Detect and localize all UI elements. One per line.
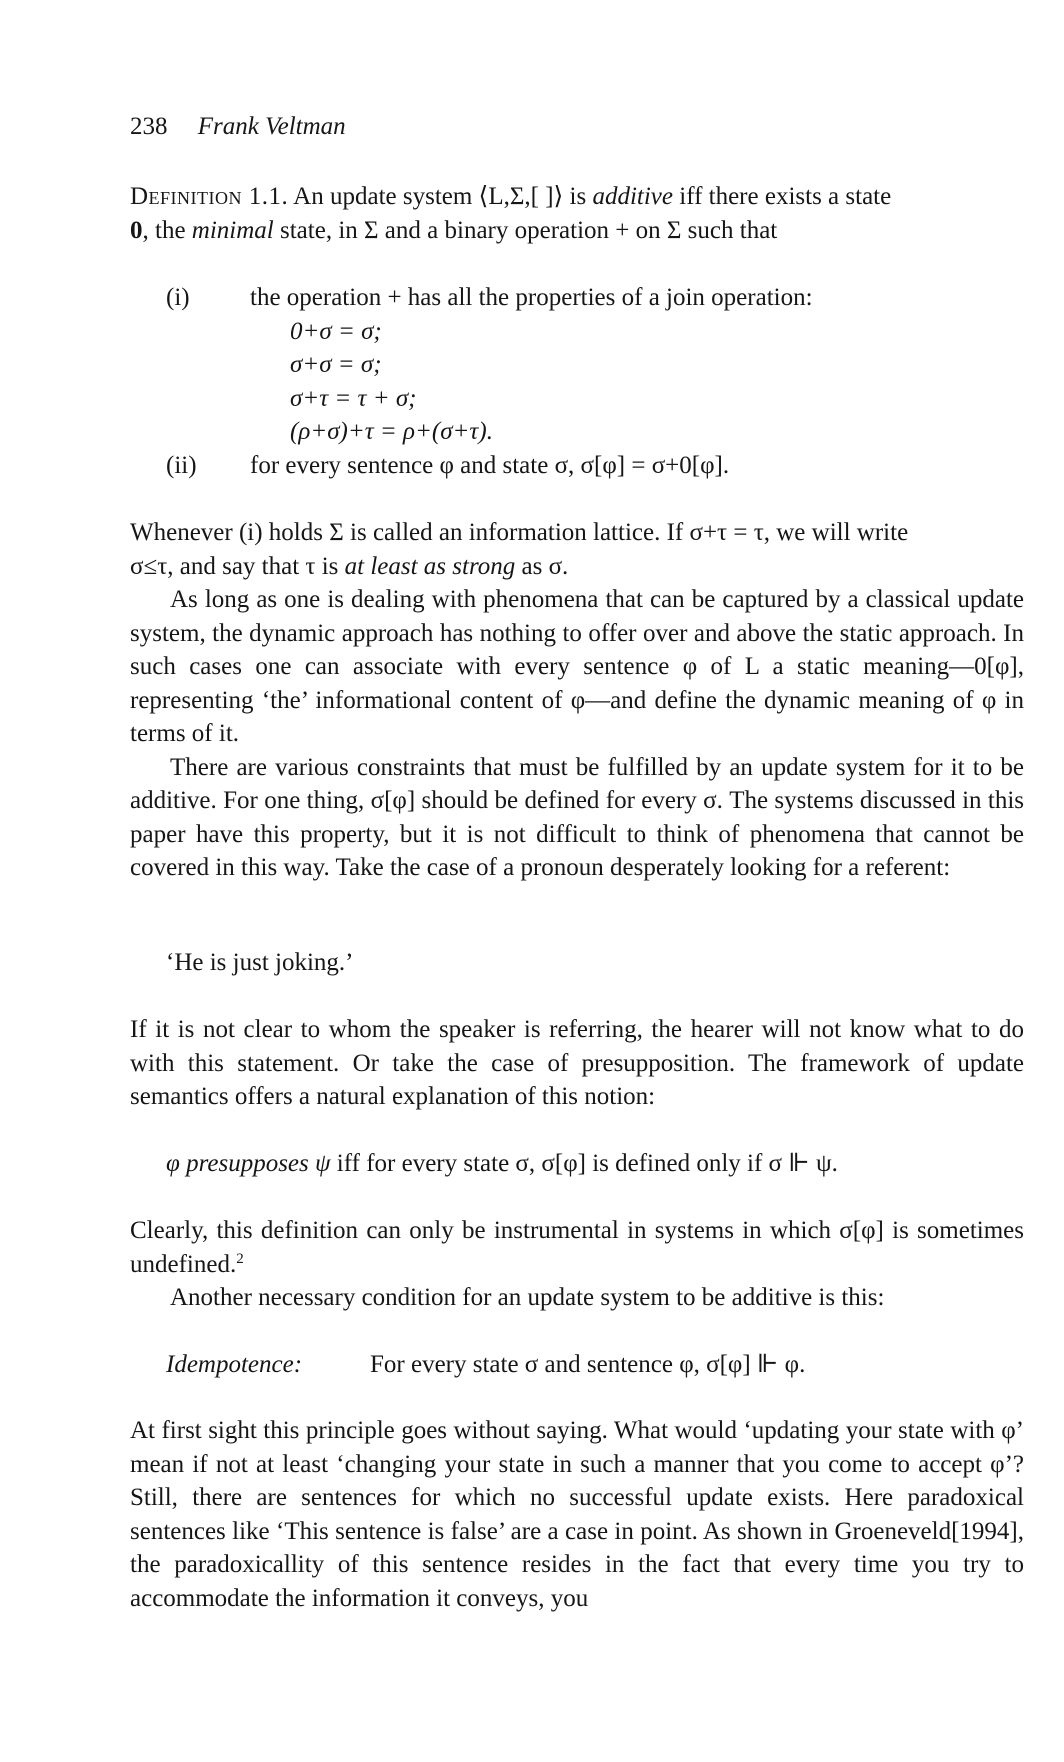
paragraph-clearly: Clearly, this definition can only be instrumental in systems in which σ[φ] is sometimes undefined.$^2$ Another necessary condition for an update system to be additive is this: [130,1214,1024,1315]
idempotence-label: Idempotence: [166,1351,303,1378]
condition-i-label: (i) [166,284,190,311]
paragraph-constraints: There are various constraints that must be fulfilled by an update system for it to be additive. For one thing, σ[φ] should be defined for every σ. The systems discussed in this paper have this property, but it is not difficult to think of phenomena that cannot be covered in this way. Take the case of a pronoun desperately looking for a referent: [130,753,1024,881]
paragraph-first-sight: At first sight this principle goes without saying. What would ‘updating your state with φ’ mean if not at least ‘changing your state in such a manner that you come to accept φ’? Still, there are sentences for which no successful update exists. Here paradoxical sentences like ‘This sentence is false’ are a case in point. As shown in Groeneveld[1994], the paradoxicallity of this sentence resides in the fact that every time you try to accommodate the information it conveys, you [130,1417,1024,1612]
condition-ii-text: for every sentence φ and state σ, σ[φ] = σ+0[φ]. [250,452,730,479]
footnote-marker: 2 [236,1250,244,1267]
paragraph-classical: As long as one is dealing with phenomena that can be captured by a classical update system, the dynamic approach has nothing to offer over and above the static approach. In such cases one can associate with every sentence φ of L a static meaning—0[φ], representing ‘the’ informational content of φ—and define the dynamic meaning of φ in terms of it. [130,586,1024,747]
definition-line-1: Definition 1.1. An update system ⟨L,Σ,[ ]⟩ is additive iff there exists a state [130,183,892,210]
definition-1-1 [130,180,1024,247]
idempotence-text: For every state σ and sentence φ, σ[φ] ⊩ φ. [370,1351,806,1378]
formula-zero-identity: 0+σ = σ; [290,318,382,345]
condition-i-text: the operation + has all the properties of a join operation: [250,284,813,311]
running-header [130,112,346,142]
definition-line-2: 0, the minimal state, in Σ and a binary operation + on Σ such that [130,216,778,244]
presupposition-definition: φ presupposes ψ iff for every state σ, σ[φ] is defined only if σ ⊩ ψ. [166,1150,838,1177]
example-sentence: ‘He is just joking.’ [166,949,354,976]
condition-ii-label: (ii) [166,452,197,479]
paragraph-pronoun: If it is not clear to whom the speaker is referring, the hearer will not know what to do with this statement. Or take the case of presupposition. The framework of update semantics offers a natural explanation of this notion: [130,1016,1024,1110]
running-author: Frank Veltman [197,113,346,140]
definition-label: Definition 1.1. [130,183,289,210]
paragraph-another: Another necessary condition for an update system to be additive is this: [170,1284,885,1311]
formula-idempotent: σ+σ = σ; [290,351,382,378]
formula-associative: (ρ+σ)+τ = ρ+(σ+τ). [290,418,493,445]
page-number: 238 [130,113,168,140]
formula-commutative: σ+τ = τ + σ; [290,385,417,412]
paragraph-information-lattice: Whenever (i) holds Σ is called an information lattice. If σ+τ = τ, we will write σ≤τ, and say that τ is at least as strong as σ. As long as one is dealing with phenomena that can be captured by a classical update system, the dynamic approach has nothing to offer over and above the static approach. In such cases one can associate with every sentence φ of L a static meaning—0[φ], representing ‘the’ informational content of φ—and define the dynamic meaning of φ in terms of it. There are various constraints that must be fulfilled by an update system for it to be additive. For one thing, σ[φ] should be defined for every σ. The systems discussed in this paper have this property, but it is not difficult to think of phenomena that cannot be covered in this way. Take the case of a pronoun desperately looking for a referent: [130,516,1024,885]
